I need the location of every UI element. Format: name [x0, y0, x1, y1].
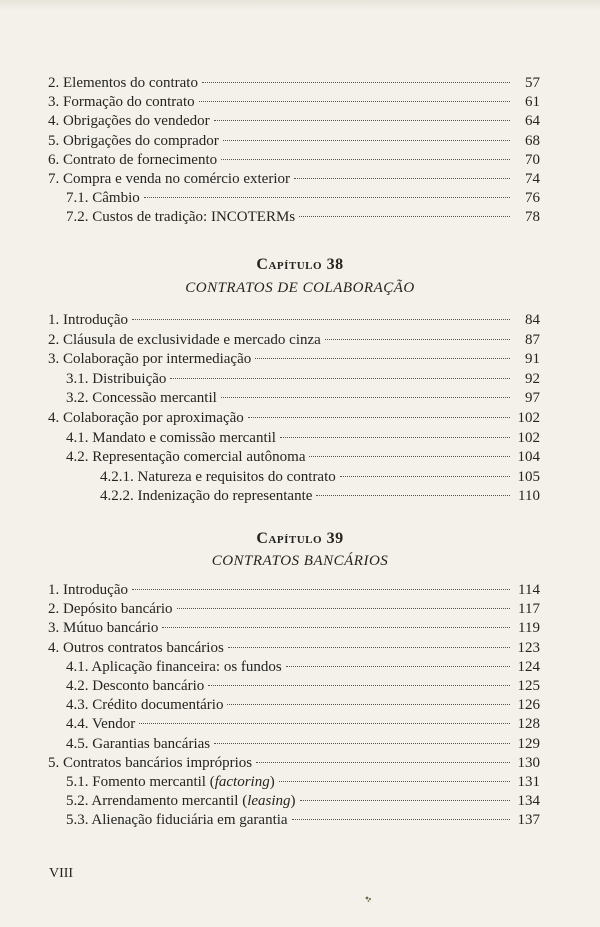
toc-entry-label: 2. Elementos do contrato — [48, 75, 198, 91]
toc-entry-label: 4.4. Vendor — [66, 716, 136, 733]
toc-entry — [66, 657, 540, 677]
toc-entry — [48, 92, 540, 112]
toc-entry-label: 4. Colaboração por aproximação — [48, 410, 244, 426]
toc-dot-leader — [227, 704, 510, 705]
toc-entry — [66, 772, 540, 792]
page-folio: VIII — [49, 866, 74, 881]
toc-dot-leader — [144, 197, 510, 198]
toc-page-number: 105 — [517, 468, 540, 485]
toc-entry-label: 2. Depósito bancário — [48, 601, 173, 618]
toc-dot-leader — [316, 495, 510, 496]
toc-page-number: 64 — [525, 113, 540, 130]
toc-page-number: 134 — [517, 793, 540, 810]
toc-entry-label: 7.2. Custos de tradição: INCOTERMs — [66, 209, 296, 226]
toc-entry-label: 4.2.1. Natureza e requisitos do contrato — [100, 468, 336, 485]
chapter-39-title: Capítulo 39 — [256, 530, 344, 547]
toc-page-number: 117 — [518, 601, 540, 618]
toc-entry — [48, 638, 540, 658]
toc-page-number: 57 — [525, 75, 540, 91]
toc-entry — [66, 369, 540, 389]
toc-entry-label: 1. Introdução — [48, 312, 128, 328]
toc-dot-leader — [255, 358, 510, 359]
toc-entry-label: 5.1. Fomento mercantil (factoring) — [66, 774, 275, 790]
toc-dot-leader — [300, 800, 510, 801]
toc-page-number: 92 — [525, 370, 540, 387]
toc-dot-leader — [223, 140, 510, 141]
toc-entry-label: 3. Mútuo bancário — [48, 620, 159, 637]
toc-page-number: 74 — [525, 171, 540, 187]
toc-entry-label: 4.3. Crédito documentário — [66, 697, 224, 714]
toc-entry-label: 4. Obrigações do vendedor — [48, 113, 210, 130]
toc-entry-label: 3. Colaboração por intermediação — [48, 351, 252, 368]
toc-page-number: 126 — [517, 697, 540, 714]
toc-dot-leader — [139, 723, 510, 724]
toc-entry — [100, 486, 540, 506]
toc-page-number: 124 — [517, 658, 540, 675]
toc-page-number: 114 — [518, 582, 540, 598]
toc-entry — [48, 408, 540, 428]
toc-entry-label: 5. Contratos bancários impróprios — [48, 754, 253, 771]
toc-entry — [48, 310, 540, 330]
toc-entry — [48, 73, 540, 93]
toc-dot-leader — [202, 82, 510, 83]
toc-entry — [48, 580, 540, 600]
toc-entry — [100, 467, 540, 487]
toc-dot-leader — [325, 339, 510, 340]
toc-page-number: 130 — [517, 754, 540, 771]
ink-speck — [364, 895, 374, 903]
toc-dot-leader — [221, 397, 510, 398]
toc-page-number: 123 — [517, 639, 540, 656]
toc-entry-label: 7.1. Câmbio — [66, 190, 140, 207]
toc-dot-leader — [309, 456, 510, 457]
toc-dot-leader — [279, 781, 510, 782]
page-edge-shadow — [0, 0, 600, 10]
toc-entry — [48, 169, 540, 189]
toc-dot-leader — [221, 159, 510, 160]
toc-dot-leader — [170, 378, 510, 379]
toc-page-number: 78 — [525, 209, 540, 226]
toc-entry — [66, 791, 540, 811]
toc-entry — [48, 111, 540, 131]
toc-entry — [48, 599, 540, 619]
toc-entry-label: 5. Obrigações do comprador — [48, 132, 219, 149]
toc-dot-leader — [132, 589, 510, 590]
toc-entry — [66, 447, 540, 467]
toc-page-number: 110 — [518, 488, 540, 505]
toc-entry — [48, 618, 540, 638]
toc-entry-label: 1. Introdução — [48, 582, 128, 598]
toc-entry-label: 3.1. Distribuição — [66, 370, 167, 387]
toc-entry — [48, 131, 540, 151]
toc-dot-leader — [162, 627, 510, 628]
toc-entry-label: 6. Contrato de fornecimento — [48, 151, 218, 168]
toc-page-number: 125 — [517, 678, 540, 694]
toc-entry-label: 4.5. Garantias bancárias — [66, 735, 211, 752]
toc-entry-label: 4. Outros contratos bancários — [48, 639, 224, 656]
toc-page-number: 137 — [517, 812, 540, 829]
toc-dot-leader — [280, 437, 510, 438]
toc-page-number: 61 — [525, 94, 540, 111]
toc-dot-leader — [340, 476, 510, 477]
toc-entry — [66, 188, 540, 208]
toc-dot-leader — [299, 216, 510, 217]
toc-entry — [66, 810, 540, 830]
toc-dot-leader — [256, 762, 510, 763]
toc-entry-label: 4.2. Desconto bancário — [66, 678, 205, 694]
toc-entry — [48, 330, 540, 350]
toc-entry-label: 5.2. Arrendamento mercantil (leasing) — [66, 793, 296, 810]
toc-entry-label: 7. Compra e venda no comércio exterior — [48, 171, 290, 187]
toc-entry-label: 4.2. Representação comercial autônoma — [66, 449, 306, 466]
toc-page-number: 97 — [525, 390, 540, 407]
toc-page-number: 131 — [517, 774, 540, 790]
toc-entry — [66, 734, 540, 754]
toc-dot-leader — [132, 319, 510, 320]
toc-dot-leader — [208, 685, 510, 686]
toc-page-number: 76 — [525, 190, 540, 207]
chapter-39-subtitle: CONTRATOS BANCÁRIOS — [211, 553, 389, 569]
toc-page-number: 70 — [525, 151, 540, 168]
toc-dot-leader — [199, 101, 510, 102]
toc-entry-label: 3. Formação do contrato — [48, 94, 195, 111]
toc-entry-label: 5.3. Alienação fiduciária em garantia — [66, 812, 288, 829]
toc-entry — [66, 428, 540, 448]
chapter-38-title: Capítulo 38 — [256, 256, 344, 273]
toc-entry-label: 3.2. Concessão mercantil — [66, 390, 217, 407]
toc-dot-leader — [292, 819, 510, 820]
toc-entry — [48, 753, 540, 773]
toc-entry — [66, 714, 540, 734]
toc-entry — [66, 207, 540, 227]
toc-page-number: 129 — [517, 735, 540, 752]
toc-entry — [48, 150, 540, 170]
toc-page-number: 68 — [525, 132, 540, 149]
toc-page-number: 87 — [525, 331, 540, 348]
toc-entry-label: 4.1. Mandato e comissão mercantil — [66, 429, 276, 446]
toc-page-number: 102 — [517, 429, 540, 446]
toc-entry — [66, 388, 540, 408]
toc-dot-leader — [248, 417, 510, 418]
toc-page-number: 91 — [525, 351, 540, 368]
toc-dot-leader — [214, 120, 510, 121]
toc-dot-leader — [177, 608, 510, 609]
toc-dot-leader — [286, 666, 510, 667]
toc-page-number: 128 — [517, 716, 540, 733]
chapter-38-subtitle: CONTRATOS DE COLABORAÇÃO — [185, 280, 415, 296]
toc-entry — [48, 349, 540, 369]
toc-entry — [66, 676, 540, 696]
toc-page-number: 119 — [518, 620, 540, 637]
toc-entry-label: 2. Cláusula de exclusividade e mercado cinza — [48, 331, 321, 348]
toc-page-number: 104 — [517, 449, 540, 466]
toc-page-number: 84 — [525, 312, 540, 328]
toc-dot-leader — [228, 647, 510, 648]
toc-entry-label: 4.2.2. Indenização do representante — [100, 488, 313, 505]
toc-entry-label: 4.1. Aplicação financeira: os fundos — [66, 658, 282, 675]
toc-dot-leader — [294, 178, 510, 179]
toc-entry — [66, 695, 540, 715]
toc-dot-leader — [214, 743, 510, 744]
toc-page-number: 102 — [517, 410, 540, 426]
